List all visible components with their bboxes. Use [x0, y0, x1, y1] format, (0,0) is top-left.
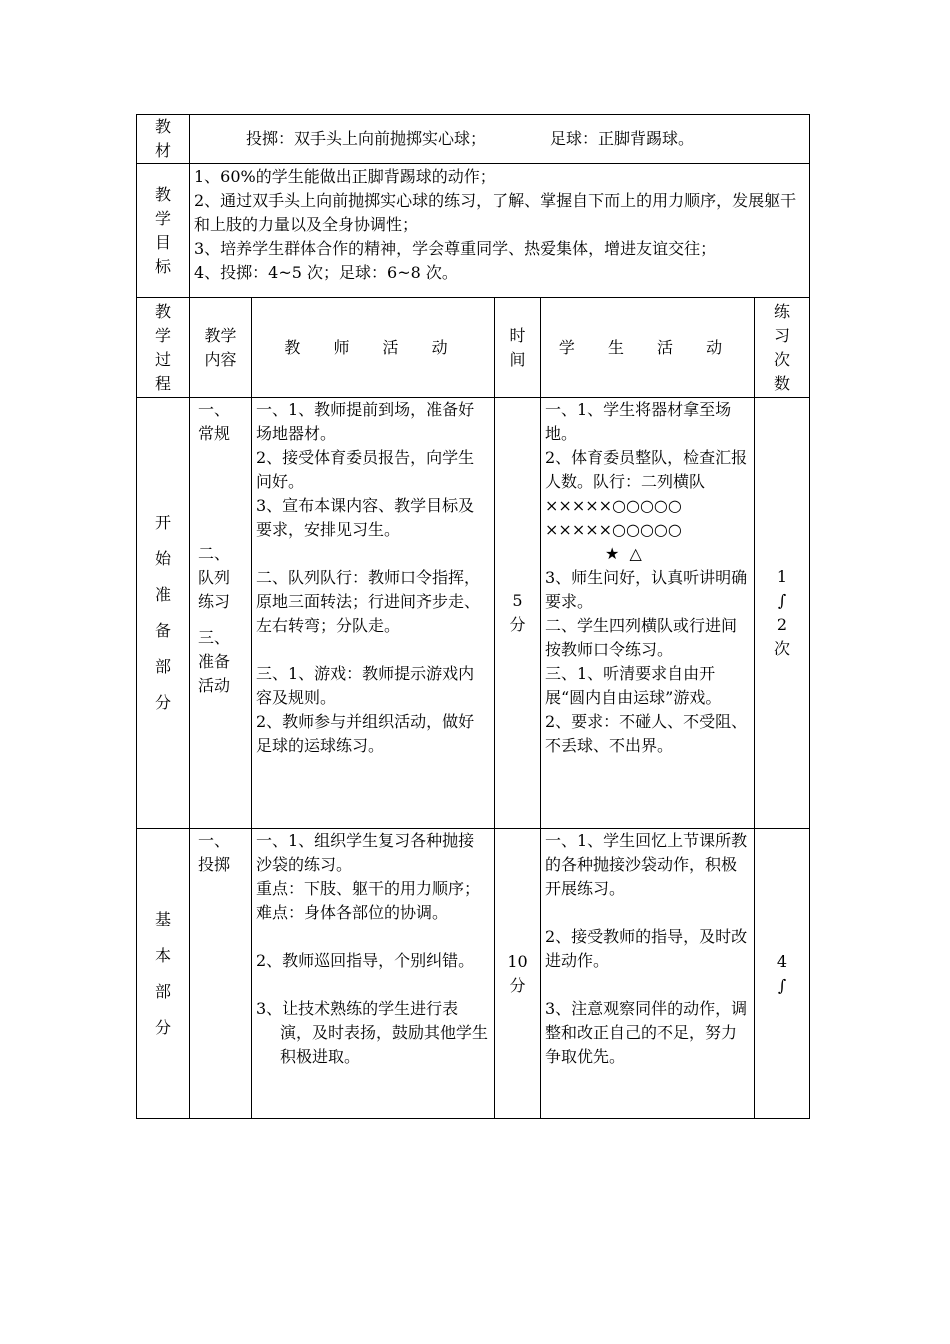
- part1-label: 开 始 准 备 部 分: [137, 398, 190, 829]
- part1-row: [137, 398, 810, 829]
- goal-item: 3、培养学生群体合作的精神，学会尊重同学、热爱集体，增进友谊交往；: [194, 239, 717, 258]
- part2-teacher-activity: [252, 829, 495, 1119]
- student-step: 一、1、学生回忆上节课所教的各种抛接沙袋动作，积极开展练习。: [545, 831, 748, 898]
- goals-label: 教 学 目 标: [137, 164, 190, 298]
- goal-item: 4、投掷：4~5 次；足球：6~8 次。: [194, 263, 458, 282]
- formation-row: ×××××○○○○○: [545, 520, 682, 539]
- formation-row: ×××××○○○○○: [545, 496, 682, 515]
- content-item: 三、准备活动: [198, 628, 231, 695]
- teacher-step: 3、宣布本课内容、教学目标及要求，安排见习生。: [256, 496, 475, 539]
- goal-item: 2、通过双手头上向前抛掷实心球的练习，了解、掌握自下而上的用力顺序，发展躯干和上肢的力量以及全身协调性；: [194, 191, 797, 234]
- teacher-step: 2、教师参与并组织活动，做好足球的运球练习。: [256, 712, 475, 755]
- reps-header: 练 习 次 数: [755, 298, 810, 398]
- teacher-step: 一、1、组织学生复习各种抛接沙袋的练习。: [256, 831, 475, 874]
- lesson-plan-table: [136, 114, 810, 1119]
- part1-time: 5 分: [495, 398, 541, 829]
- student-step: 2、接受教师的指导，及时改进动作。: [545, 927, 748, 970]
- materials-label: 教 材: [137, 115, 190, 164]
- teacher-step: 一、1、教师提前到场，准备好场地器材。: [256, 400, 475, 443]
- student-activity-header: 学 生 活 动: [541, 298, 755, 398]
- student-step: 3、师生问好，认真听讲明确要求。: [545, 568, 748, 611]
- teacher-step: 重点：下肢、躯干的用力顺序；: [256, 879, 481, 898]
- student-step: 2、要求：不碰人、不受阻、不丢球、不出界。: [545, 712, 748, 755]
- student-step: 二、学生四列横队或行进间按教师口令练习。: [545, 616, 738, 659]
- content-item: 一、投掷: [198, 831, 231, 874]
- part2-label: 基 本 部 分: [137, 829, 190, 1119]
- formation-markers: ★ △: [605, 544, 642, 563]
- teacher-step: 3、让技术熟练的学生进行表演，及时表扬，鼓励其他学生积极进取。: [256, 999, 489, 1066]
- student-step: 3、注意观察同伴的动作，调整和改正自己的不足，努力争取优先。: [545, 999, 748, 1066]
- part2-student-activity: [541, 829, 755, 1119]
- materials-content: [190, 115, 810, 164]
- part2-content: [190, 829, 252, 1119]
- teacher-step: 三、1、游戏：教师提示游戏内容及规则。: [256, 664, 475, 707]
- teacher-step: 2、接受体育委员报告，向学生问好。: [256, 448, 475, 491]
- materials-row: [137, 115, 810, 164]
- content-item: 一、常规: [198, 400, 231, 443]
- student-step: 2、体育委员整队，检查汇报人数。队行：二列横队: [545, 448, 748, 491]
- teacher-step: 二、队列队行：教师口令指挥，原地三面转法；行进间齐步走、左右转弯；分队走。: [256, 568, 481, 635]
- student-step: 三、1、听清要求自由开展“圆内自由运球”游戏。: [545, 664, 722, 707]
- goals-content: [190, 164, 810, 298]
- part2-row: [137, 829, 810, 1119]
- content-header: 教学内容: [190, 298, 252, 398]
- part1-content: [190, 398, 252, 829]
- part2-time: 10 分: [495, 829, 541, 1119]
- part1-reps: 1 ∫ 2 次: [755, 398, 810, 829]
- material-football: 足球：正脚背踢球。: [550, 129, 695, 148]
- goals-row: [137, 164, 810, 298]
- teacher-activity-header: 教 师 活 动: [252, 298, 495, 398]
- time-header: 时间: [495, 298, 541, 398]
- part1-teacher-activity: [252, 398, 495, 829]
- student-step: 一、1、学生将器材拿至场地。: [545, 400, 732, 443]
- content-item: 二、队列练习: [198, 544, 231, 611]
- teacher-step: 2、教师巡回指导，个别纠错。: [256, 951, 475, 970]
- process-header: 教 学 过 程: [137, 298, 190, 398]
- material-throwing: 投掷：双手头上向前抛掷实心球；: [246, 129, 487, 148]
- header-row: [137, 298, 810, 398]
- part2-reps: 4 ∫: [755, 829, 810, 1119]
- goal-item: 1、60%的学生能做出正脚背踢球的动作；: [194, 167, 496, 186]
- teacher-step: 难点：身体各部位的协调。: [256, 903, 449, 922]
- part1-student-activity: [541, 398, 755, 829]
